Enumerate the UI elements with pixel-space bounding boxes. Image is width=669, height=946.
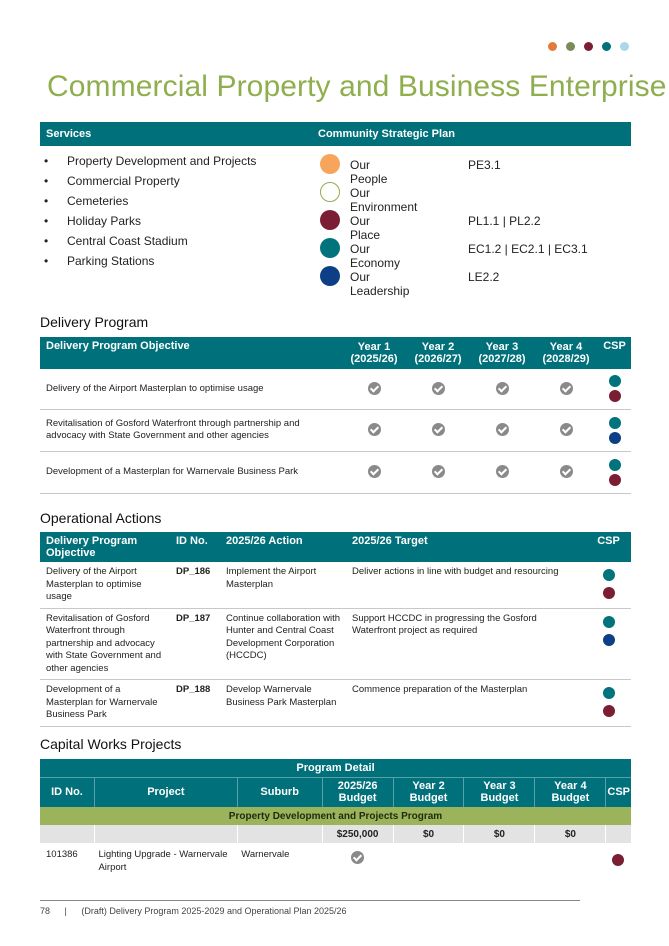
olive-dot (566, 42, 575, 51)
decorative-dots (548, 42, 629, 51)
economy-dot-icon (609, 417, 621, 429)
capital-works-heading: Capital Works Projects (40, 736, 182, 752)
delivery-program-heading: Delivery Program (40, 314, 149, 330)
col-objective: Delivery Program Objective (46, 535, 138, 559)
col-year3: Year 3 (2027/28) (478, 341, 526, 365)
col-csp: CSP (597, 535, 620, 547)
table-row: Delivery of the Airport Masterplan to optimise usage (40, 369, 631, 409)
delivery-program-table (40, 337, 631, 494)
list-item: • Cemeteries (44, 194, 129, 208)
lightblue-dot (620, 42, 629, 51)
col-year4: Year 4 (2028/29) (542, 341, 590, 365)
teal-dot (602, 42, 611, 51)
check-icon (496, 382, 509, 395)
table-row: Revitalisation of Gosford Waterfront through partnership and advocacy with State Government and other agencies DP_187 Continue collaboration with Hunter and Central Coast Development Corporation (HCCDC) Support HCCDC in progressing the Gosford Waterfront project as required (40, 608, 631, 680)
csp-header: Community Strategic Plan (318, 128, 455, 140)
operational-actions-table (40, 532, 631, 727)
col-suburb: Suburb (237, 777, 322, 807)
place-dot-icon (609, 390, 621, 402)
program-detail-row (40, 759, 631, 777)
place-dot-icon (603, 705, 615, 717)
table-row: Development of a Masterplan for Warnervale Business Park (40, 451, 631, 493)
table-row: Development of a Masterplan for Warnervale Business Park DP_188 Develop Warnervale Business Park Masterplan Commence preparation of the Masterplan (40, 680, 631, 727)
col-budget1: 2025/26 Budget (322, 777, 393, 807)
check-icon (432, 423, 445, 436)
table-header-row (40, 337, 631, 369)
check-icon (432, 382, 445, 395)
table-row: Delivery of the Airport Masterplan to optimise usage DP_186 Implement the Airport Masterplan Deliver actions in line with budget and resourcing (40, 562, 631, 608)
place-dot-icon (603, 587, 615, 599)
check-icon (368, 382, 381, 395)
operational-actions-heading: Operational Actions (40, 510, 162, 526)
economy-dot-icon (603, 687, 615, 699)
capital-works-table (40, 759, 631, 878)
page-title: Commercial Property and Business Enterprise (47, 70, 667, 103)
economy-circle-icon (320, 238, 340, 258)
footer (40, 906, 347, 916)
people-circle-icon (320, 154, 340, 174)
col-objective: Delivery Program Objective (46, 340, 190, 352)
table-header-row (40, 532, 631, 562)
environment-circle-icon (320, 182, 340, 202)
footer-separator: | (64, 906, 67, 916)
orange-dot (548, 42, 557, 51)
list-item: • Central Coast Stadium (44, 234, 188, 248)
maroon-dot (584, 42, 593, 51)
col-project: Project (94, 777, 237, 807)
place-dot-icon (609, 474, 621, 486)
check-icon (351, 851, 364, 864)
place-dot-icon (612, 854, 624, 866)
leadership-dot-icon (609, 432, 621, 444)
col-csp: CSP (603, 340, 626, 352)
services-header: Services (46, 128, 92, 140)
page-number: 78 (40, 906, 51, 916)
col-budget2: Year 2 Budget (393, 777, 464, 807)
col-action: 2025/26 Action (226, 535, 303, 547)
col-target: 2025/26 Target (352, 535, 428, 547)
check-icon (496, 423, 509, 436)
check-icon (368, 423, 381, 436)
col-budget4: Year 4 Budget (535, 777, 606, 807)
services-list (44, 151, 256, 271)
services-csp-header (40, 122, 631, 146)
list-item: • Property Development and Projects (44, 154, 257, 168)
program-totals-row (40, 825, 631, 843)
economy-dot-icon (609, 375, 621, 387)
col-budget3: Year 3 Budget (464, 777, 535, 807)
footer-rule (40, 900, 580, 901)
total-budget2: $0 (393, 825, 464, 843)
total-budget4: $0 (535, 825, 606, 843)
check-icon (560, 423, 573, 436)
check-icon (560, 382, 573, 395)
footer-text: (Draft) Delivery Program 2025-2029 and Operational Plan 2025/26 (81, 906, 347, 916)
check-icon (432, 465, 445, 478)
table-header-row (40, 777, 631, 807)
table-row: Revitalisation of Gosford Waterfront through partnership and advocacy with State Government and other agencies (40, 409, 631, 451)
total-budget3: $0 (464, 825, 535, 843)
list-item: • Parking Stations (44, 254, 155, 268)
col-id: ID No. (40, 777, 94, 807)
place-circle-icon (320, 210, 340, 230)
total-budget1: $250,000 (322, 825, 393, 843)
program-name: Property Development and Projects Program (228, 810, 443, 822)
check-icon (560, 465, 573, 478)
check-icon (496, 465, 509, 478)
col-year2: Year 2 (2026/27) (414, 341, 462, 365)
economy-dot-icon (603, 569, 615, 581)
check-icon (368, 465, 381, 478)
list-item: • Commercial Property (44, 174, 180, 188)
economy-dot-icon (603, 616, 615, 628)
program-name-row (40, 807, 631, 825)
col-csp: CSP (607, 786, 630, 799)
economy-dot-icon (609, 459, 621, 471)
col-year1: Year 1 (2025/26) (350, 341, 398, 365)
leadership-circle-icon (320, 266, 340, 286)
table-row: 101386 Lighting Upgrade - Warnervale Airport Warnervale (40, 843, 631, 878)
list-item: • Holiday Parks (44, 214, 142, 228)
col-id: ID No. (176, 535, 208, 547)
program-detail-label: Program Detail (40, 759, 631, 777)
leadership-dot-icon (603, 634, 615, 646)
